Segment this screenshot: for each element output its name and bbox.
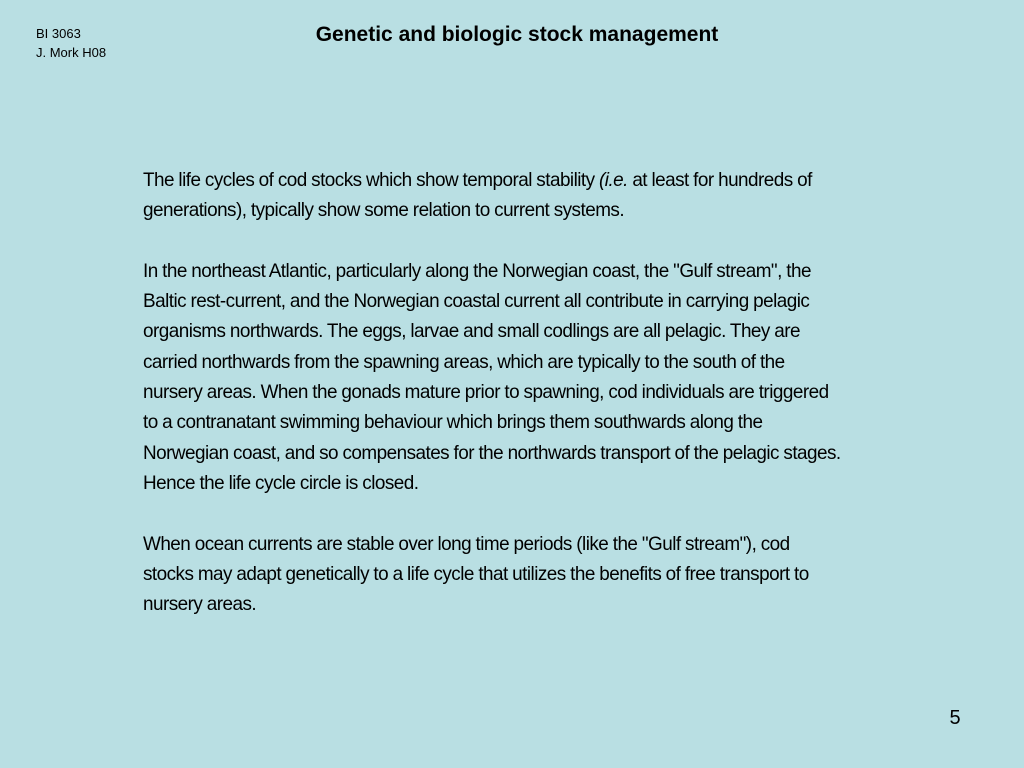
author-semester: J. Mork H08 xyxy=(36,45,107,60)
paragraph-currents: In the northeast Atlantic, particularly along the Norwegian coast, the "Gulf stream", the Baltic rest-current, and the Norwegian coastal current all contribute in carrying pelagic organisms northwards. The eggs, larvae and small codlings are all pelagic. They are carried northwards from the spawning areas, which are typically to the south of the nursery areas. When the gonads mature prior to spawning, cod individuals are triggered to a contranatant swimming behaviour which brings them southwards along the Norwegian coast, and so compensates for the northwards transport of the pelagic stages. Hence the life cycle circle is closed. xyxy=(143,259,841,494)
course-code: BI 3063 xyxy=(36,26,81,41)
paragraph-stability-start: The life cycles of cod stocks which show temporal stability xyxy=(143,169,600,191)
slide-body xyxy=(143,165,841,650)
page-number: 5 xyxy=(949,707,961,729)
slide-title: Genetic and biologic stock management xyxy=(315,23,719,46)
ie-abbreviation: (i.e. xyxy=(599,169,628,191)
paragraph-adaptation: When ocean currents are stable over long time periods (like the "Gulf stream"), cod stocks may adapt genetically to a life cycle that utilizes the benefits of free transport to nursery areas. xyxy=(143,532,809,616)
paragraph-stability-end: at least for hundreds of generations), typically show some relation to current systems. xyxy=(143,169,812,222)
paragraph-stability xyxy=(143,165,841,226)
